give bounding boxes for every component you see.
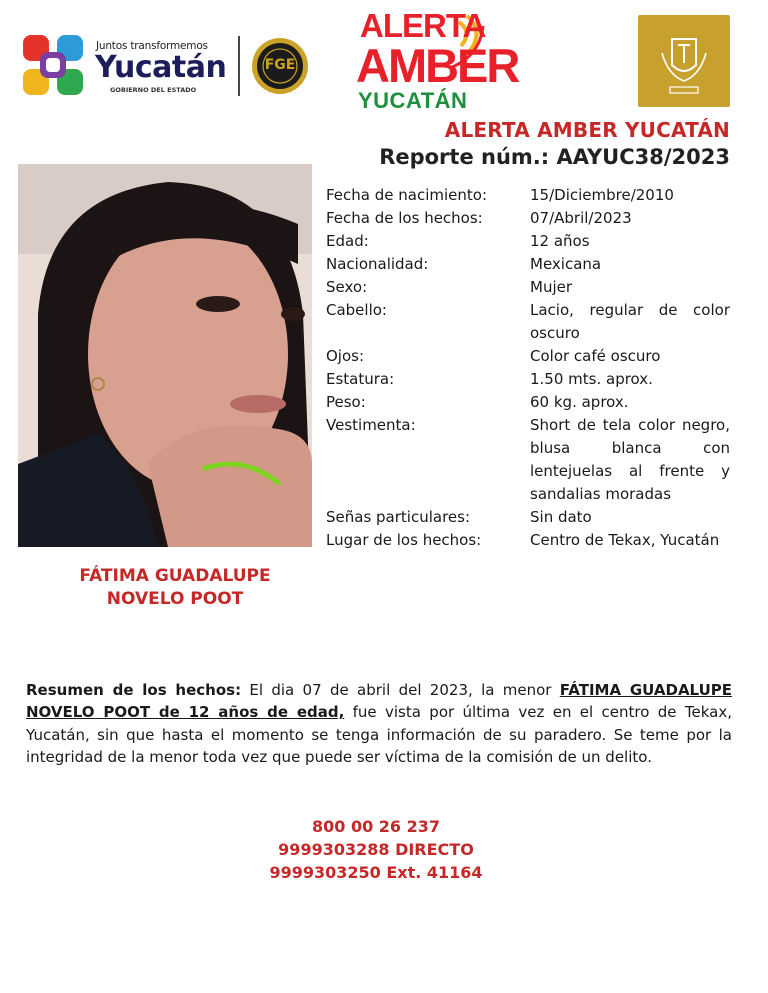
detail-row <box>326 276 730 299</box>
summary-text-2: fue vista por última vez en el centro de Tekax, Yucatán, sin que hasta el momento se tenga información de su paradero. Se teme por la integridad de la menor toda vez que puede ser víctima de la comisión de un delito. <box>26 703 732 766</box>
detail-row <box>326 391 730 414</box>
detail-value: Lacio, regular de color oscuro <box>530 301 730 342</box>
detail-value: 1.50 mts. aprox. <box>530 370 653 388</box>
detail-label: Cabello: <box>326 301 387 319</box>
summary-label: Resumen de los hechos: <box>26 681 242 699</box>
detail-value: Short de tela color negro, blusa blanca con lentejuelas al frente y sandalias moradas <box>530 416 730 503</box>
detail-row <box>326 230 730 253</box>
detail-value: 12 años <box>530 232 590 250</box>
detail-label: Edad: <box>326 232 369 250</box>
detail-label: Nacionalidad: <box>326 255 429 273</box>
detail-row <box>326 506 730 529</box>
detail-label: Ojos: <box>326 347 365 365</box>
detail-label: Estatura: <box>326 370 395 388</box>
amber-logo-word-yucatan: YUCATÁN <box>358 88 468 113</box>
yucatan-government-label: GOBIERNO DEL ESTADO <box>110 86 197 94</box>
detail-row <box>326 345 730 368</box>
fge-seal-icon <box>251 37 309 95</box>
contact-phones <box>226 815 526 884</box>
detail-value: 60 kg. aprox. <box>530 393 629 411</box>
detail-value: Sin dato <box>530 508 592 526</box>
amber-logo-word-alerta: ALERTA <box>360 7 486 44</box>
detail-label: Sexo: <box>326 278 368 296</box>
detail-label: Fecha de nacimiento: <box>326 186 488 204</box>
summary-highlight: FÁTIMA GUADALUPE NOVELO POOT de 12 años de edad, <box>26 681 733 722</box>
detail-row <box>326 207 730 230</box>
state-crest-icon <box>638 15 730 107</box>
phone-number: 800 00 26 237 <box>311 817 441 836</box>
detail-label: Peso: <box>326 393 366 411</box>
report-number-value: AAYUC38/2023 <box>556 145 730 169</box>
yucatan-tagline: Juntos transformemos <box>96 40 208 52</box>
detail-value: Color café oscuro <box>530 347 661 365</box>
name-line-1: FÁTIMA GUADALUPE <box>79 566 271 586</box>
detail-row <box>326 529 730 552</box>
missing-person-name <box>18 565 332 611</box>
detail-row <box>326 299 730 345</box>
detail-row <box>326 414 730 506</box>
phone-number: 9999303250 Ext. 41164 <box>269 863 483 882</box>
yucatan-logo-icon <box>20 32 86 98</box>
amber-logo-word-amber: AMBER <box>356 39 519 92</box>
detail-row <box>326 368 730 391</box>
detail-value: Mexicana <box>530 255 602 273</box>
missing-person-photo <box>18 164 312 547</box>
summary-paragraph <box>26 679 732 768</box>
report-number-line <box>379 145 730 169</box>
alert-heading: ALERTA AMBER YUCATÁN <box>444 118 730 142</box>
detail-label: Vestimenta: <box>326 416 416 434</box>
detail-value: Mujer <box>530 278 573 296</box>
detail-label: Lugar de los hechos: <box>326 531 482 549</box>
detail-value: Centro de Tekax, Yucatán <box>530 531 720 549</box>
detail-value: 07/Abril/2023 <box>530 209 632 227</box>
detail-label: Señas particulares: <box>326 508 471 526</box>
details-list <box>326 184 730 552</box>
header-divider <box>238 36 240 96</box>
phone-number: 9999303288 DIRECTO <box>278 840 474 859</box>
detail-label: Fecha de los hechos: <box>326 209 483 227</box>
detail-row <box>326 253 730 276</box>
fge-seal-label: FGE <box>264 57 296 73</box>
summary-text-1: El dia 07 de abril del 2023, la menor <box>241 681 560 699</box>
name-line-2: NOVELO POOT <box>106 589 244 609</box>
detail-value: 15/Diciembre/2010 <box>530 186 674 204</box>
yucatan-wordmark: Yucatán <box>95 50 227 85</box>
detail-row <box>326 184 730 207</box>
report-number-label: Reporte núm.: <box>379 145 550 169</box>
